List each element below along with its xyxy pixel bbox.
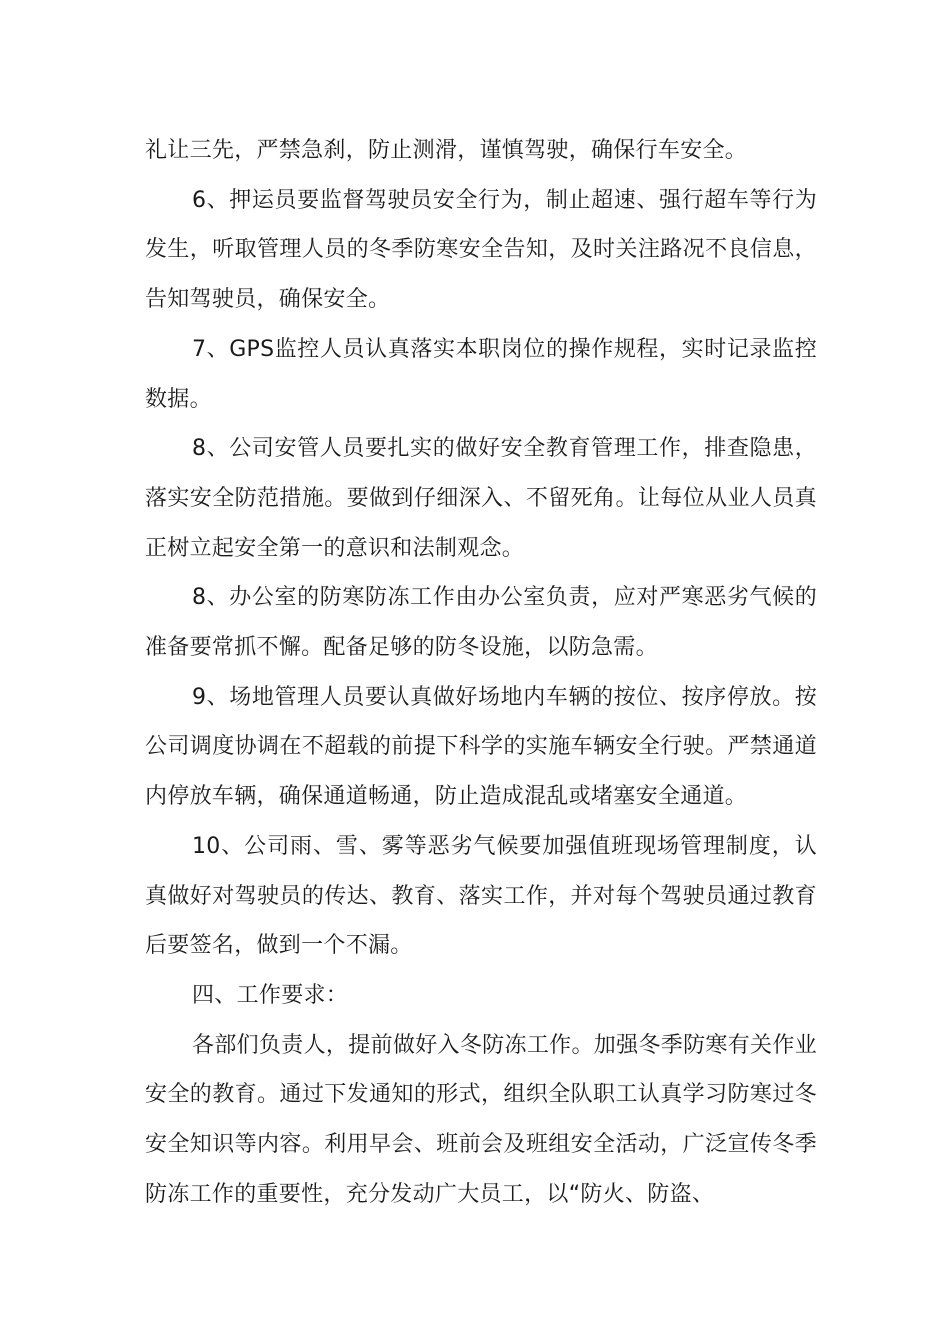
paragraph-item-10: 10、公司雨、雪、雾等恶劣气候要加强值班现场管理制度，认真做好对驾驶员的传达、教育、落实工作，并对每个驾驶员通过教育后要签名，做到一个不漏。 bbox=[145, 833, 817, 959]
document-body bbox=[145, 126, 817, 1219]
paragraph-requirements: 各部们负责人，提前做好入冬防冻工作。加强冬季防寒有关作业安全的教育。通过下发通知的形式，组织全队职工认真学习防寒过冬安全知识等内容。利用早会、班前会及班组安全活动，广泛宣传冬季防冻工作的重要性，充分发动广大员工，以“防火、防盗、 bbox=[145, 1032, 817, 1207]
paragraph-item-8a: 8、公司安管人员要扎实的做好安全教育管理工作，排查隐患，落实安全防范措施。要做到仔细深入、不留死角。让每位从业人员真正树立起安全第一的意识和法制观念。 bbox=[145, 436, 817, 561]
paragraph-continuation: 礼让三先，严禁急刹，防止测滑，谨慎驾驶，确保行车安全。 bbox=[145, 138, 748, 163]
paragraph-item-6: 6、押运员要监督驾驶员安全行为，制止超速、强行超车等行为发生，听取管理人员的冬季防寒安全告知，及时关注路况不良信息，告知驾驶员，确保安全。 bbox=[145, 187, 817, 313]
paragraph-item-8b: 8、办公室的防寒防冻工作由办公室负责，应对严寒恶劣气候的准备要常抓不懈。配备足够的防冬设施，以防急需。 bbox=[145, 585, 817, 661]
paragraph-item-7: 7、GPS监控人员认真落实本职岗位的操作规程，实时记录监控数据。 bbox=[145, 336, 817, 412]
paragraph-item-9: 9、场地管理人员要认真做好场地内车辆的按位、按序停放。按公司调度协调在不超载的前提下科学的实施车辆安全行驶。严禁通道内停放车辆，确保通道畅通，防止造成混乱或堵塞安全通道。 bbox=[145, 684, 817, 810]
section-heading: 四、工作要求： bbox=[192, 982, 349, 1008]
